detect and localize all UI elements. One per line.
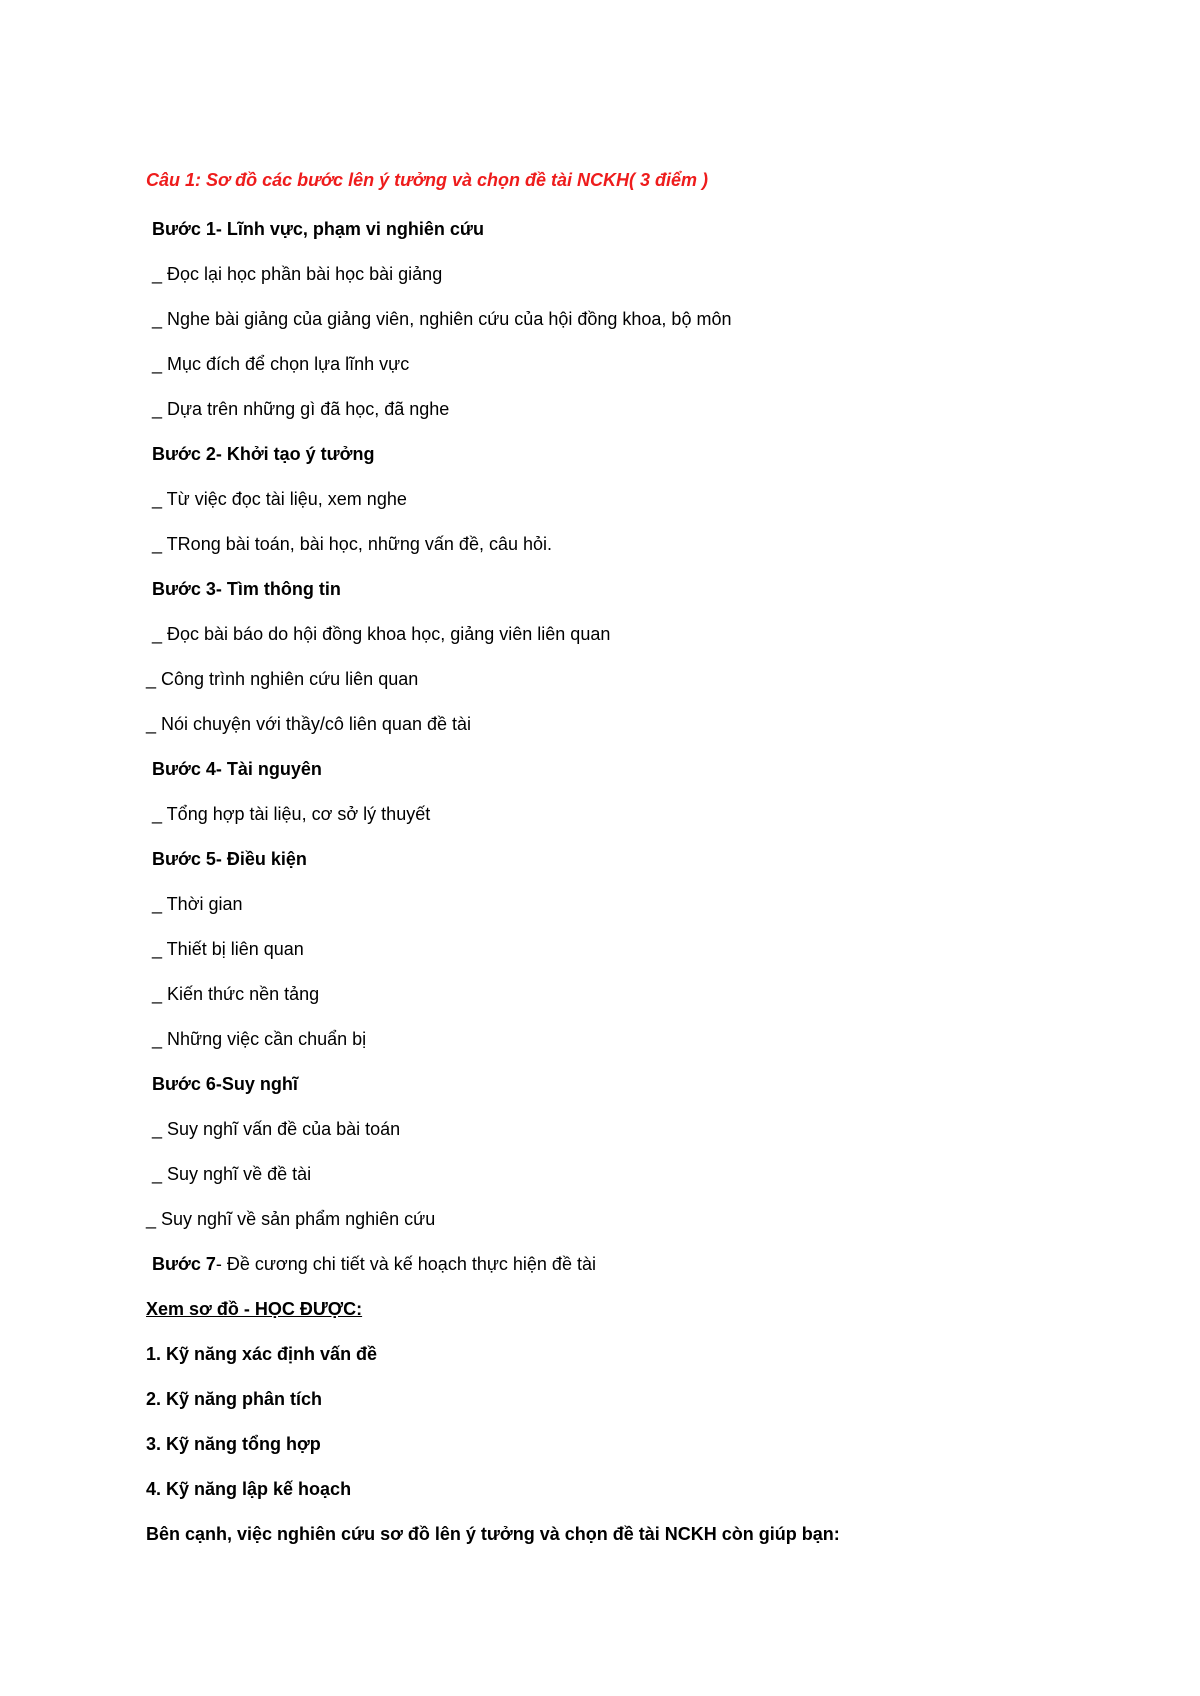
step5-heading: Bước 5- Điều kiện (152, 849, 307, 869)
step7-line (152, 1252, 596, 1276)
step6-item: _ Suy nghĩ vấn đề của bài toán (152, 1119, 401, 1139)
step1-heading: Bước 1- Lĩnh vực, phạm vi nghiên cứu (152, 219, 484, 239)
step4-heading: Bước 4- Tài nguyên (152, 759, 322, 779)
learned-heading: Xem sơ đồ - HỌC ĐƯỢC: (146, 1299, 363, 1319)
step3-item: _ Công trình nghiên cứu liên quan (146, 669, 419, 689)
step3-heading: Bước 3- Tìm thông tin (152, 579, 341, 599)
step5-item: _ Kiến thức nền tảng (152, 984, 320, 1004)
step3-item: _ Đọc bài báo do hội đồng khoa học, giảng viên liên quan (152, 624, 611, 644)
step6-item: _ Suy nghĩ về sản phẩm nghiên cứu (146, 1209, 436, 1229)
step5-item: _ Thiết bị liên quan (152, 939, 304, 959)
step1-item: _ Mục đích để chọn lựa lĩnh vực (152, 354, 410, 374)
step7-heading: Bước 7 (152, 1254, 216, 1274)
step5-item: _ Những việc cần chuẩn bị (152, 1029, 367, 1049)
step2-item: _ TRong bài toán, bài học, những vấn đề, câu hỏi. (152, 534, 552, 554)
step1-item: _ Đọc lại học phần bài học bài giảng (152, 264, 443, 284)
step4-item: _ Tổng hợp tài liệu, cơ sở lý thuyết (152, 804, 431, 824)
closing-text: Bên cạnh, việc nghiên cứu sơ đồ lên ý tưởng và chọn đề tài NCKH còn giúp bạn: (146, 1524, 840, 1544)
step7-text: - Đề cương chi tiết và kế hoạch thực hiện đề tài (215, 1254, 596, 1274)
learned-item: 2. Kỹ năng phân tích (146, 1389, 323, 1409)
learned-item: 4. Kỹ năng lập kế hoạch (146, 1479, 352, 1499)
learned-item: 1. Kỹ năng xác định vấn đề (146, 1344, 378, 1364)
step1-item: _ Nghe bài giảng của giảng viên, nghiên cứu của hội đồng khoa, bộ môn (152, 309, 732, 329)
learned-item: 3. Kỹ năng tổng hợp (146, 1434, 321, 1454)
step1-item: _ Dựa trên những gì đã học, đã nghe (152, 399, 450, 419)
question-title: Câu 1: Sơ đồ các bước lên ý tưởng và chọn đề tài NCKH( 3 điểm ) (146, 170, 709, 190)
step6-item: _ Suy nghĩ về đề tài (152, 1164, 312, 1184)
step3-item: _ Nói chuyện với thầy/cô liên quan đề tài (146, 714, 472, 734)
step2-item: _ Từ việc đọc tài liệu, xem nghe (152, 489, 407, 509)
step2-heading: Bước 2- Khởi tạo ý tưởng (152, 444, 375, 464)
step6-heading: Bước 6-Suy nghĩ (152, 1074, 298, 1094)
step5-item: _ Thời gian (152, 894, 243, 914)
